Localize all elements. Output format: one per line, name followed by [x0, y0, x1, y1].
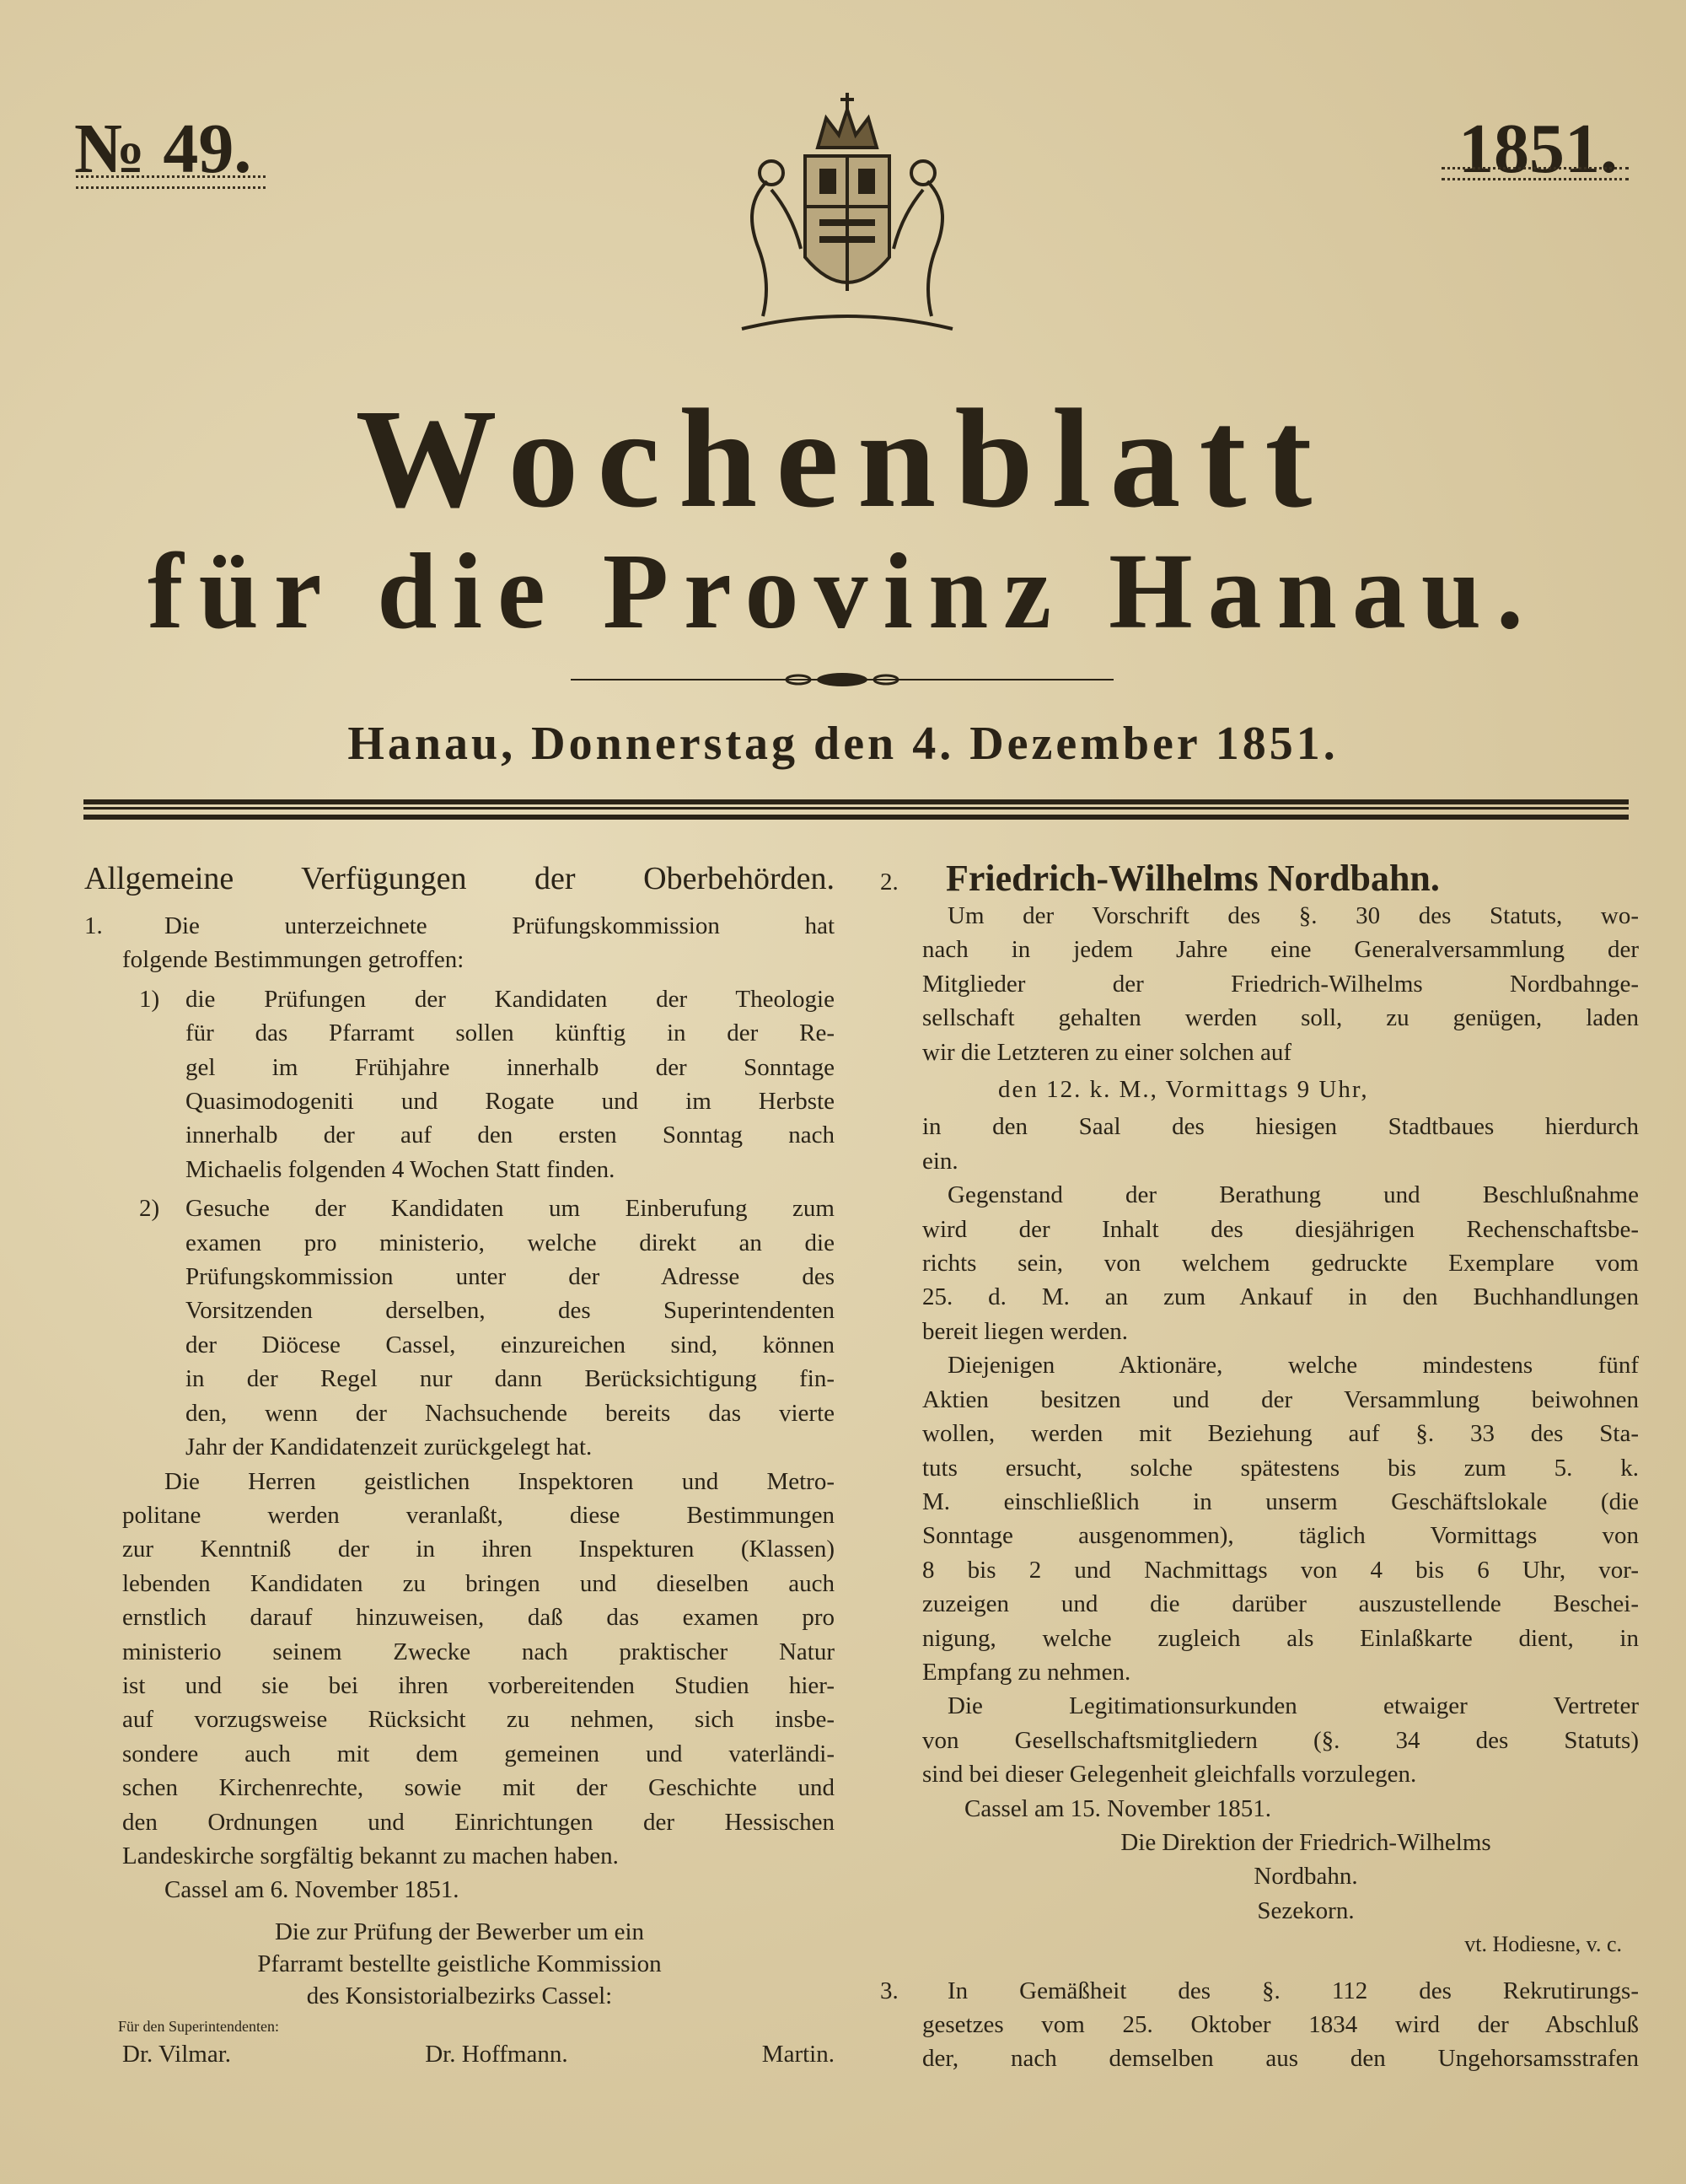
signature-block [84, 1916, 835, 2012]
sub-item-2 [84, 1192, 835, 1464]
text-line: den Ordnungen und Einrichtungen der Hessischen [122, 1808, 835, 1836]
text-line: von Gesellschaftsmitgliedern (§. 34 des Statuts) [922, 1726, 1639, 1754]
notice-2 [880, 899, 1639, 1962]
text-line: des Konsistorialbezirks Cassel: [306, 1982, 613, 2009]
paragraph [880, 1974, 1639, 2076]
text-line: für das Pfarramt sollen künftig in der Re- [185, 1019, 835, 1047]
text-line: Landeskirche sorgfältig bekannt zu machen haben. [122, 1842, 619, 1869]
paragraph [922, 1110, 1639, 1178]
paragraph [922, 899, 1639, 1069]
notice-1 [84, 909, 835, 977]
text-line: wir die Letzteren zu einer solchen auf [922, 1038, 1292, 1066]
text-line: ernstlich darauf hinzuweisen, daß das examen pro [122, 1604, 835, 1632]
item-number: 1) [139, 985, 160, 1013]
text-line: sondere auch mit dem gemeinen und vaterländi- [122, 1740, 835, 1767]
text-line: Die Herren geistlichen Inspektoren und Metro- [164, 1467, 835, 1495]
section-heading: Friedrich-Wilhelms Nordbahn. [946, 858, 1440, 899]
section-heading: Allgemeine Verfügungen der Oberbehörden. [84, 861, 835, 896]
notice-2-heading [880, 858, 1639, 899]
ornament-divider [571, 671, 1114, 688]
text-line: der Diöcese Cassel, einzureichen sind, können [185, 1331, 835, 1358]
text-line: sellschaft gehalten werden soll, zu genügen, laden [922, 1004, 1639, 1032]
text-line: politane werden veranlaßt, diese Bestimmungen [122, 1501, 835, 1529]
text-line: schen Kirchenrechte, sowie mit der Geschichte und [122, 1774, 835, 1802]
paragraph [922, 1178, 1639, 1348]
signatory-name: Dr. Vilmar. [122, 2040, 232, 2068]
text-line: Gesuche der Kandidaten um Einberufung zum [185, 1195, 835, 1223]
text-line: Quasimodogeniti und Rogate und im Herbste [185, 1088, 835, 1116]
left-column [84, 858, 835, 2071]
issue-number: № 49. [74, 110, 252, 188]
text-line: folgende Bestimmungen getroffen: [122, 946, 464, 974]
text-line: Gegenstand der Berathung und Beschlußnahme [948, 1181, 1639, 1209]
item-number: 1. [84, 912, 103, 939]
text-line: zur Kenntniß der in ihren Inspekturen (Klassen) [122, 1536, 835, 1563]
text-line: gel im Frühjahre innerhalb der Sonntage [185, 1053, 835, 1081]
text-line: nach in jedem Jahre eine Generalversammlung der [922, 936, 1639, 964]
text-line: Pfarramt bestellte geistliche Kommission [257, 1950, 662, 1977]
notice-3 [880, 1974, 1639, 2076]
text-line: 25. d. M. an zum Ankauf in den Buchhandlungen [922, 1283, 1639, 1311]
sub-item-1 [84, 982, 835, 1186]
text-line: Prüfungskommission unter der Adresse des [185, 1263, 835, 1291]
date-line: Cassel am 6. November 1851. [164, 1876, 459, 1904]
text-line: Jahr der Kandidatenzeit zurückgelegt hat. [185, 1434, 593, 1461]
text-line: Die Legitimationsurkunden etwaiger Vertreter [948, 1692, 1639, 1720]
date-line: Cassel am 15. November 1851. [964, 1794, 1272, 1822]
text-line: tuts ersucht, solche spätestens bis zum 5. k. [922, 1454, 1639, 1482]
coat-of-arms-icon [725, 89, 969, 350]
text-line: bereit liegen werden. [922, 1317, 1128, 1345]
newspaper-subtitle: für die Provinz Hanau. [147, 531, 1539, 651]
meeting-date: den 12. k. M., Vormittags 9 Uhr, [998, 1076, 1369, 1104]
text-line: sind bei dieser Gelegenheit gleichfalls vorzulegen. [922, 1761, 1417, 1789]
issue-year: 1851. [1458, 110, 1618, 188]
text-line: ein. [922, 1147, 958, 1175]
item-number: 2) [139, 1195, 160, 1223]
paragraph [84, 1192, 835, 1464]
text-line: auf vorzugsweise Rücksicht zu nehmen, sich insbe- [122, 1706, 835, 1734]
text-line: Sonntage ausgenommen), täglich Vormittags von [922, 1522, 1639, 1550]
paragraph [84, 982, 835, 1186]
paragraph [922, 1348, 1639, 1689]
text-line: In Gemäßheit des §. 112 des Rekrutirungs- [948, 1977, 1639, 2004]
text-line: wollen, werden mit Beziehung auf §. 33 des Sta- [922, 1420, 1639, 1448]
text-line: M. einschließlich in unserm Geschäftslokale (die [922, 1487, 1639, 1515]
text-line: Sezekorn. [1257, 1896, 1355, 1924]
countersign: vt. Hodiesne, v. c. [1464, 1932, 1622, 1957]
text-line: in den Saal des hiesigen Stadtbaues hierdurch [922, 1113, 1639, 1141]
signature-block [922, 1826, 1639, 1928]
text-line: ministerio seinem Zwecke nach praktischer Natur [122, 1638, 835, 1665]
decorative-rule [1442, 167, 1629, 180]
text-line: lebenden Kandidaten zu bringen und dieselben auch [122, 1569, 835, 1597]
paragraph [922, 1689, 1639, 1791]
text-line: Diejenigen Aktionäre, welche mindestens fünf [948, 1352, 1639, 1380]
text-line: wird der Inhalt des diesjährigen Rechenschaftsbe- [922, 1215, 1639, 1243]
text-line: Die Direktion der Friedrich-Wilhelms [1120, 1828, 1491, 1856]
text-line: den, wenn der Nachsuchende bereits das vierte [185, 1399, 835, 1427]
text-line: der, nach demselben aus den Ungehorsamsstrafen [922, 2045, 1639, 2073]
text-line: Die zur Prüfung der Bewerber um ein [274, 1918, 645, 1945]
paragraph [84, 909, 835, 977]
text-line: examen pro ministerio, welche direkt an die [185, 1229, 835, 1256]
text-line: 8 bis 2 und Nachmittags von 4 bis 6 Uhr, vor- [922, 1556, 1639, 1584]
text-line: nigung, welche zugleich als Einlaßkarte dient, in [922, 1624, 1639, 1652]
masthead-rule [83, 799, 1629, 820]
item-number: 3. [880, 1977, 899, 2004]
text-line: Vorsitzenden derselben, des Superintendenten [185, 1297, 835, 1325]
text-line: gesetzes vom 25. Oktober 1834 wird der Abschluß [922, 2011, 1639, 2038]
dateline: Hanau, Donnerstag den 4. Dezember 1851. [347, 718, 1339, 770]
signatory-name: Martin. [761, 2040, 835, 2068]
text-line: Die unterzeichnete Prüfungskommission hat [164, 912, 835, 939]
text-line: Um der Vorschrift des §. 30 des Statuts, wo- [948, 902, 1639, 929]
text-line: Aktien besitzen und der Versammlung beiwohnen [922, 1385, 1639, 1413]
text-line: Michaelis folgenden 4 Wochen Statt finden. [185, 1155, 615, 1183]
signatory-name: Dr. Hoffmann. [425, 2040, 568, 2068]
text-line: Empfang zu nehmen. [922, 1658, 1131, 1686]
text-line: ist und sie bei ihren vorbereitenden Studien hier- [122, 1671, 835, 1699]
signature-note: Für den Superintendenten: [118, 2017, 279, 2035]
right-column [880, 858, 1639, 2076]
signatory-names [84, 2037, 835, 2071]
newspaper-title: Wochenblatt [355, 380, 1331, 537]
text-line: Mitglieder der Friedrich-Wilhelms Nordbahnge- [922, 970, 1639, 998]
text-line: die Prüfungen der Kandidaten der Theologie [185, 985, 835, 1013]
text-line: innerhalb der auf den ersten Sonntag nach [185, 1122, 835, 1149]
text-line: richts sein, von welchem gedruckte Exemplare vom [922, 1250, 1639, 1278]
paragraph [84, 1465, 835, 1874]
item-number: 2. [880, 869, 899, 896]
text-line: in der Regel nur dann Berücksichtigung fin- [185, 1365, 835, 1393]
text-line: zuzeigen und die darüber auszustellende Beschei- [922, 1590, 1639, 1618]
text-line: Nordbahn. [1254, 1863, 1358, 1891]
decorative-rule [76, 175, 266, 189]
